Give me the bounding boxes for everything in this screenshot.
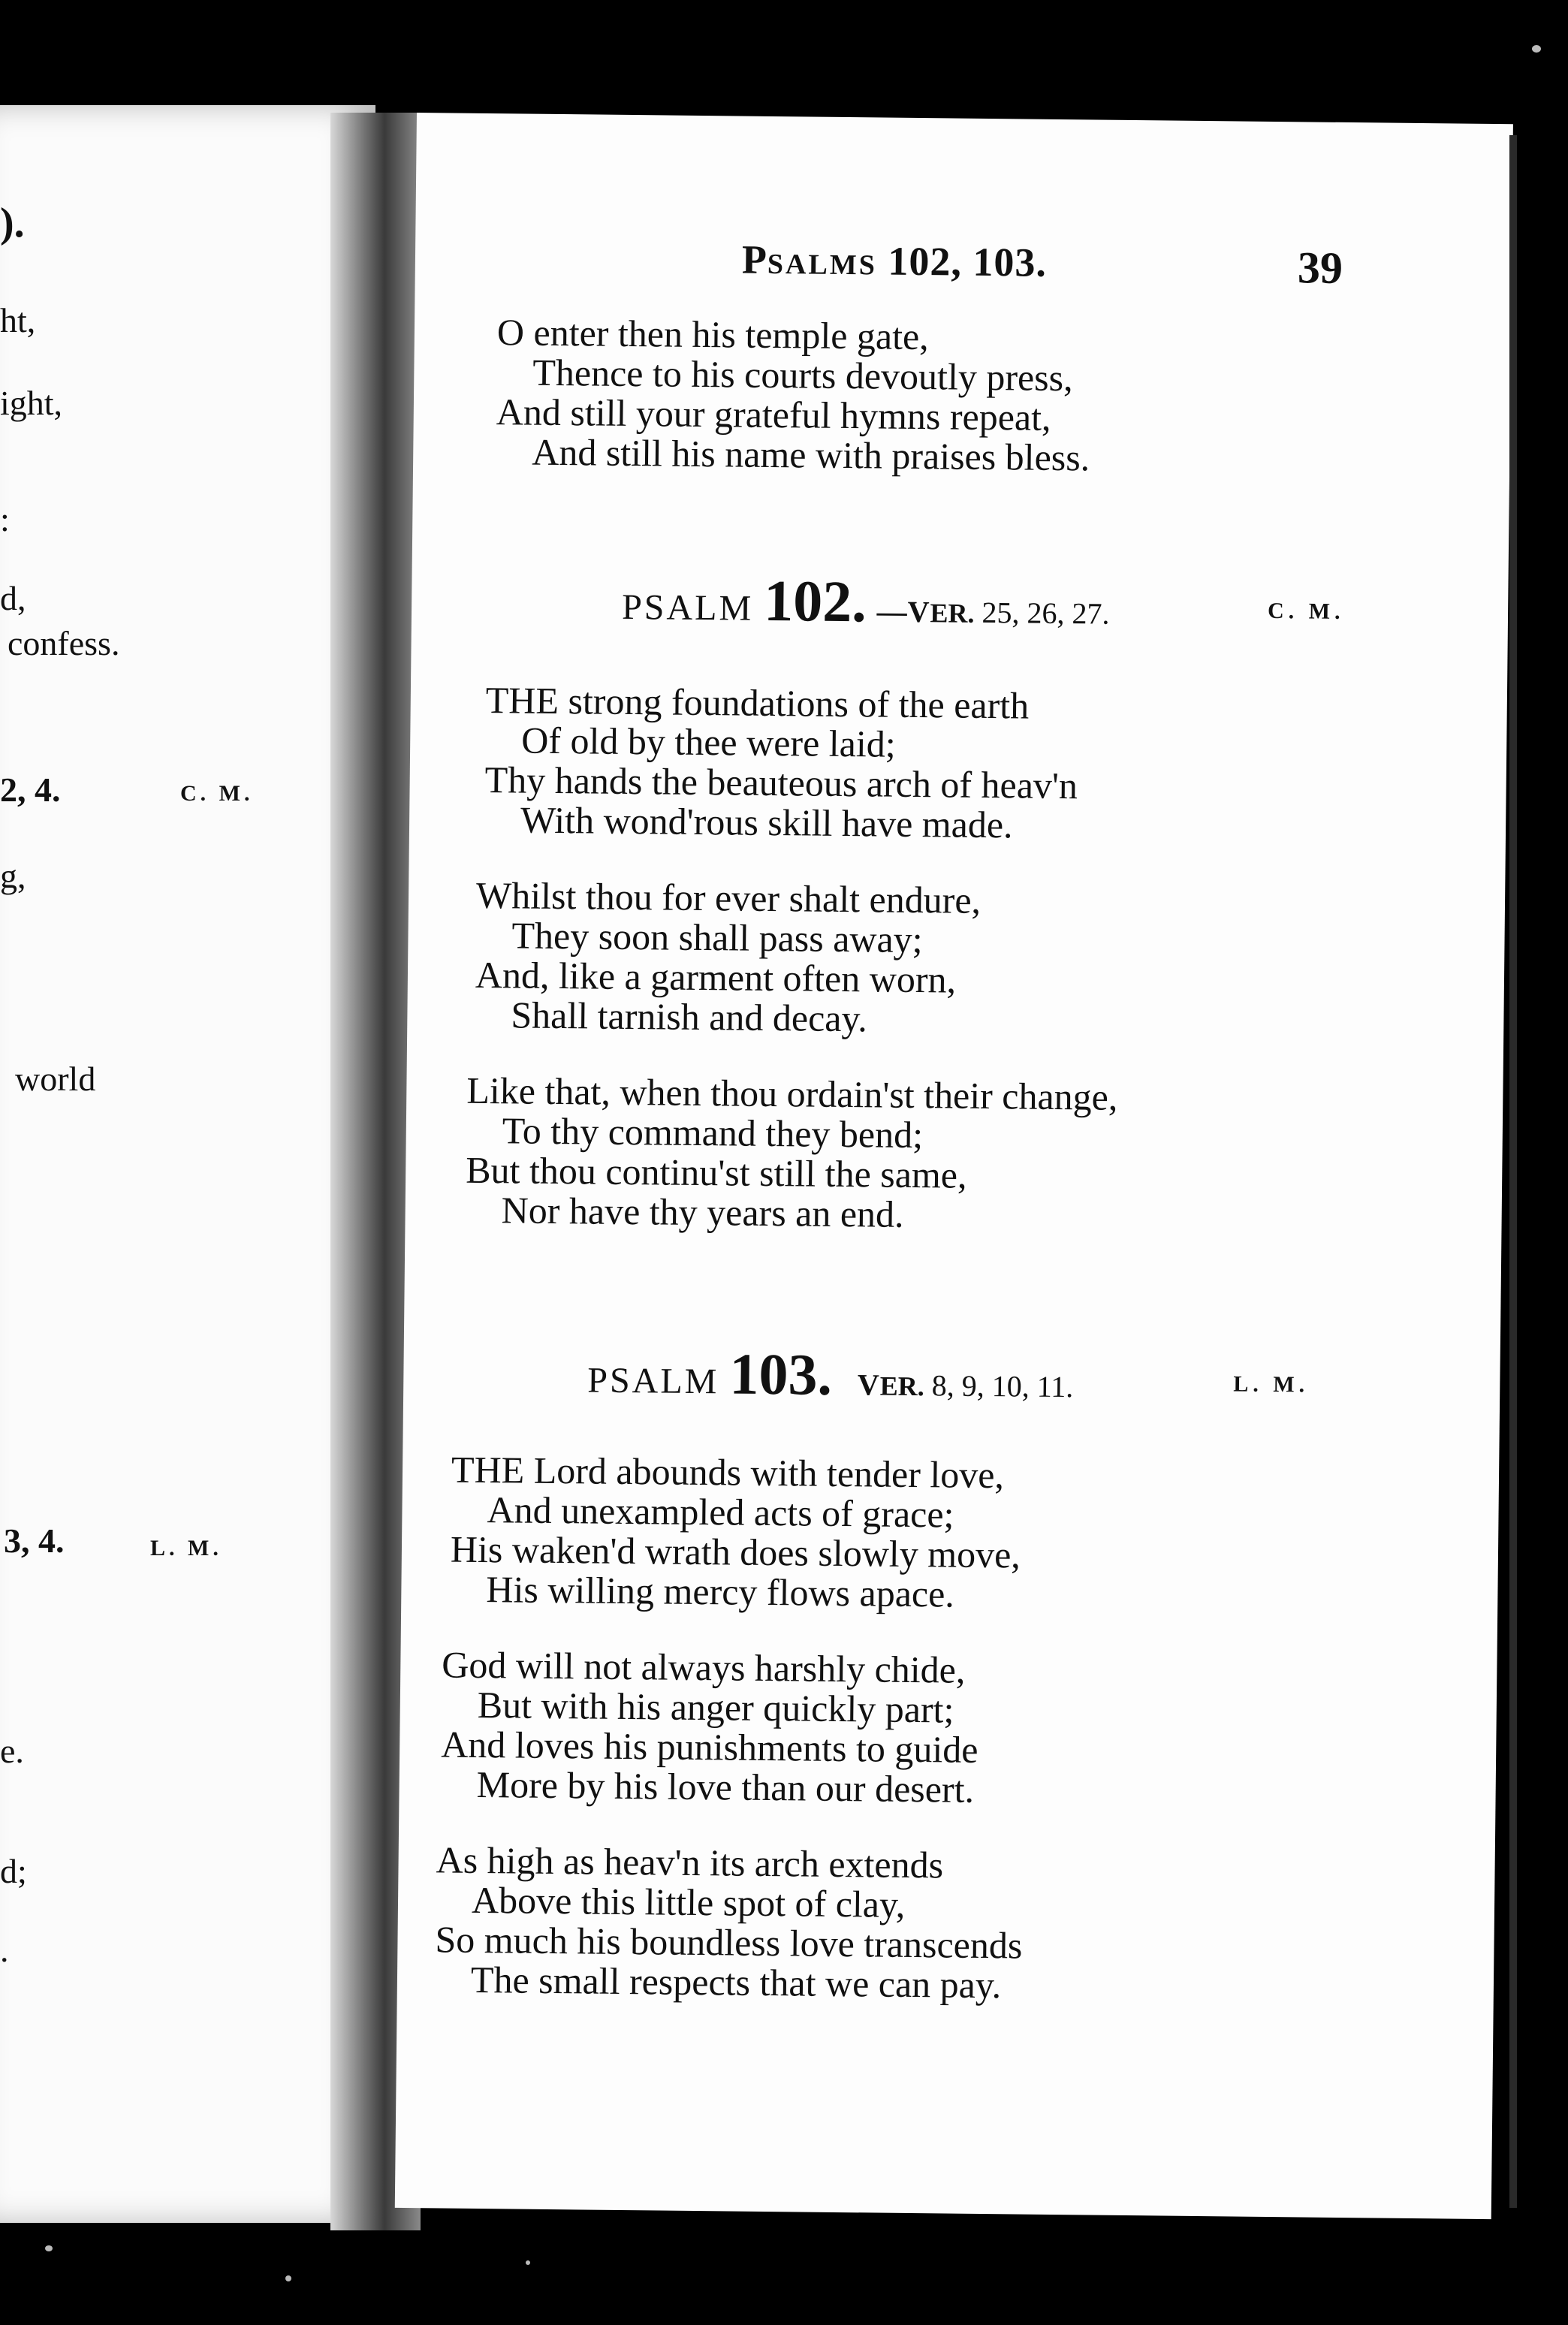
psalm-word: PSALM	[621, 587, 754, 629]
left-fragment: e.	[0, 1732, 24, 1770]
stanza	[475, 873, 982, 1040]
verse-line: O enter then his temple gate,	[496, 311, 930, 358]
left-fragment: .	[0, 1931, 9, 1969]
psalm-heading	[587, 1338, 1074, 1411]
stanza	[484, 680, 1078, 846]
stanza	[440, 1645, 978, 1809]
verse-line: His willing mercy flows apace.	[486, 1568, 955, 1615]
left-fragment: world	[15, 1060, 96, 1098]
scan-speck	[526, 2260, 530, 2265]
stanza	[450, 1450, 1021, 1615]
verse-line: Like that, when thou ordain'st their change,	[466, 1069, 1118, 1118]
verse-line: So much his boundless love transcends	[435, 1918, 1023, 1967]
verse-reference: VER.	[857, 1368, 924, 1402]
verse-line: Thy hands the beauteous arch of heav'n	[484, 758, 1078, 807]
running-head-numbers: 102, 103.	[888, 238, 1048, 285]
right-page	[395, 113, 1513, 2219]
left-fragment: 3, 4.	[4, 1521, 65, 1560]
meter-label: C. M.	[1267, 598, 1345, 624]
verse-line: And, like a garment often worn,	[475, 953, 957, 1001]
left-fragment: d,	[0, 579, 26, 617]
verse-line: As high as heav'n its arch extends	[436, 1838, 944, 1886]
scan-speck	[45, 2245, 53, 2251]
verse-line: Shall tarnish and decay.	[511, 994, 868, 1040]
verse-line: THE strong foundations of the earth	[485, 679, 1030, 727]
left-fragment: 2, 4.	[0, 770, 61, 809]
verse-line: They soon shall pass away;	[511, 914, 923, 961]
verse-line: And unexampled acts of grace;	[487, 1488, 954, 1536]
verse-reference: —VER.	[876, 594, 975, 629]
verse-line: And still your grateful hymns repeat,	[496, 391, 1051, 439]
meter-label: L. M.	[1233, 1371, 1310, 1398]
psalm-word: PSALM	[587, 1360, 719, 1402]
verse-line: To thy command they bend;	[502, 1109, 924, 1156]
left-fragment: ight,	[0, 384, 63, 422]
verse-line: More by his love than our desert.	[476, 1763, 975, 1811]
verse-line: Nor have thy years an end.	[501, 1189, 904, 1235]
verse-line: But thou continu'st still the same,	[465, 1148, 967, 1196]
verse-line: Of old by thee were laid;	[520, 719, 896, 765]
verse-line: God will not always harshly chide,	[442, 1643, 966, 1691]
verse-line: But with his anger quickly part;	[477, 1683, 954, 1731]
verse-numbers: 25, 26, 27.	[982, 595, 1110, 631]
stanza	[435, 1840, 1024, 2005]
verse-line: And loves his punishments to guide	[440, 1723, 978, 1771]
psalm-number: 103.	[729, 1340, 833, 1407]
stanza	[465, 1071, 1117, 1237]
opening-stanza	[496, 312, 1091, 478]
verse-line: THE Lord abounds with tender love,	[451, 1448, 1005, 1497]
page-number: 39	[1297, 243, 1343, 293]
scan-speck	[1532, 45, 1541, 53]
verse-line: With wond'rous skill have made.	[520, 798, 1013, 846]
verse-line: Above this little spot of clay,	[471, 1878, 906, 1925]
scan-speck	[285, 2275, 291, 2281]
psalm-heading	[622, 565, 1110, 638]
running-head	[742, 237, 1048, 286]
left-fragment: d;	[0, 1852, 27, 1890]
psalm-number: 102.	[763, 567, 867, 635]
left-facing-page	[0, 105, 375, 2223]
running-head-prefix: P	[741, 237, 768, 282]
verse-line: The small respects that we can pay.	[470, 1958, 1002, 2007]
left-fragment: ht,	[0, 301, 36, 339]
left-fragment: confess.	[8, 624, 120, 662]
running-head-label: SALMS	[767, 248, 878, 282]
left-fragment: :	[0, 500, 10, 538]
left-meter: C. M.	[180, 781, 254, 806]
left-fragment: ).	[0, 200, 25, 246]
left-fragment: g,	[0, 857, 26, 895]
verse-numbers: 8, 9, 10, 11.	[931, 1368, 1074, 1404]
left-meter: L. M.	[150, 1536, 222, 1561]
page-edge-shadow	[1509, 135, 1517, 2208]
verse-line: His waken'd wrath does slowly move,	[450, 1527, 1021, 1576]
verse-line: Whilst thou for ever shalt endure,	[475, 873, 982, 921]
verse-line: Thence to his courts devoutly press,	[532, 351, 1073, 400]
verse-line: And still his name with praises bless.	[531, 430, 1090, 479]
